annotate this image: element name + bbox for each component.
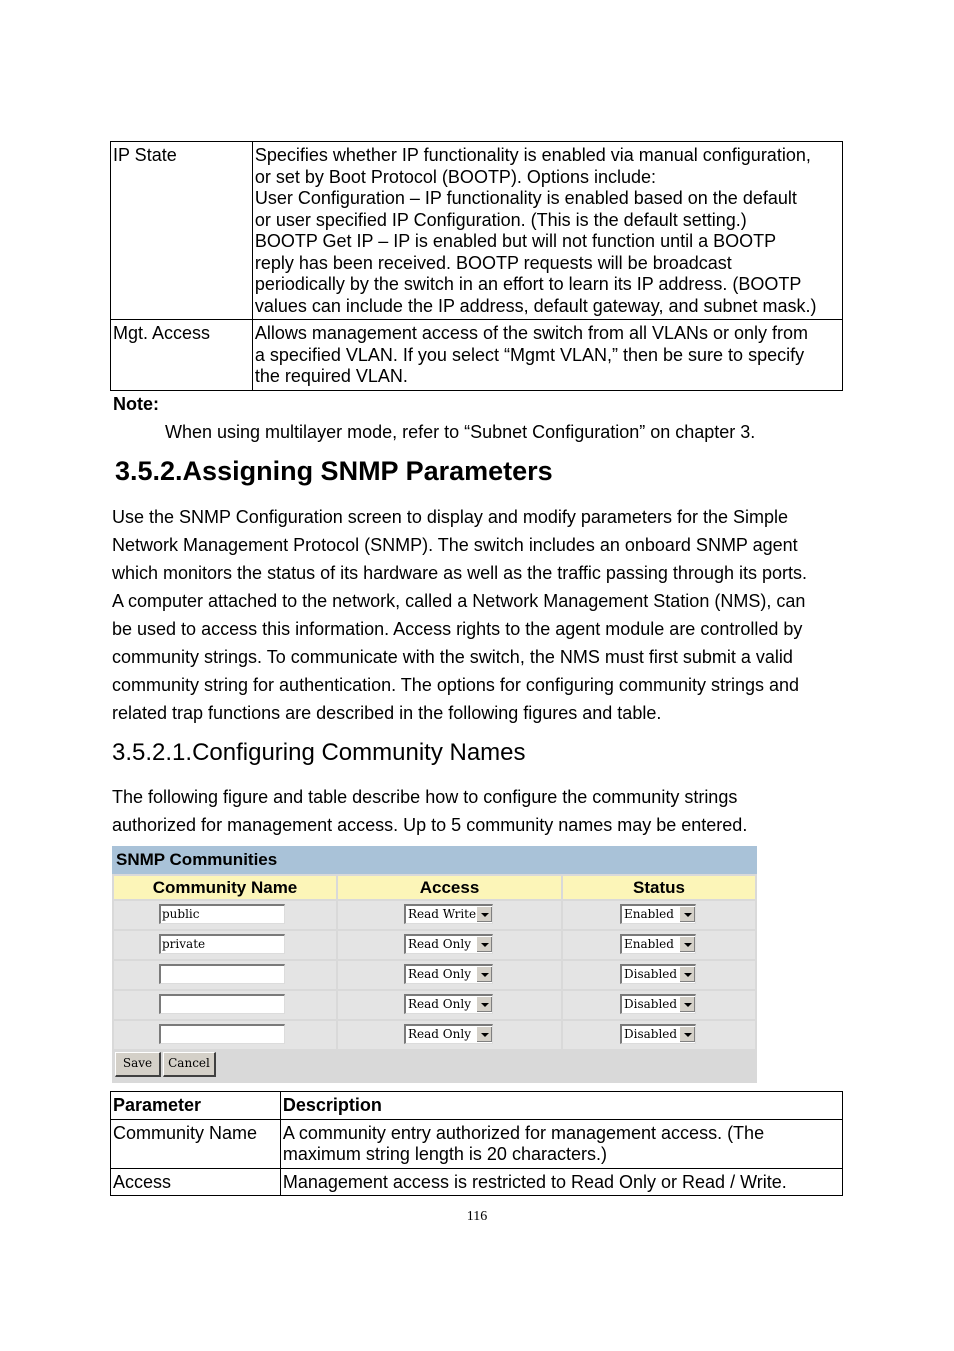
status-value: Disabled: [624, 997, 678, 1011]
param-community-name: Community Name: [111, 1119, 281, 1168]
desc-line: BOOTP Get IP – IP is enabled but will not function until a BOOTP: [254, 231, 777, 251]
chevron-down-icon[interactable]: [679, 966, 695, 982]
ip-settings-table: [110, 141, 843, 391]
status-cell: [563, 961, 755, 989]
header-status: Status: [563, 876, 755, 899]
community-name-input[interactable]: private: [159, 934, 285, 954]
paragraph-line: community strings. To communicate with the switch, the NMS must first submit a valid: [112, 647, 793, 667]
paragraph-line: Use the SNMP Configuration screen to display and modify parameters for the Simple: [112, 507, 788, 527]
chevron-down-icon[interactable]: [476, 906, 492, 922]
param-access: Access: [111, 1168, 281, 1196]
table-header-row: [111, 1092, 843, 1120]
community-name-input[interactable]: public: [159, 904, 285, 924]
access-select[interactable]: [404, 994, 493, 1014]
chevron-down-icon[interactable]: [476, 1026, 492, 1042]
desc-access: [280, 1168, 842, 1196]
status-select[interactable]: [620, 934, 696, 954]
paragraph-line: A computer attached to the network, called a Network Management Station (NMS), can: [112, 591, 806, 611]
desc-line: periodically by the switch in an effort to learn its IP address. (BOOTP: [254, 274, 802, 294]
community-name-input[interactable]: [159, 1024, 285, 1044]
paragraph-line: Network Management Protocol (SNMP). The switch includes an onboard SNMP agent: [112, 535, 798, 555]
chevron-down-icon[interactable]: [679, 996, 695, 1012]
page-number: 116: [466, 1209, 488, 1224]
table-row: [112, 1021, 757, 1049]
desc-line: maximum string length is 20 characters.): [282, 1144, 607, 1164]
table-row: [111, 142, 843, 320]
note-label: Note:: [113, 394, 159, 414]
desc-line: Management access is restricted to Read Only or Read / Write.: [282, 1171, 787, 1192]
community-param-table: [110, 1091, 843, 1196]
desc-line: A community entry authorized for management access. (The: [282, 1122, 765, 1143]
desc-line: Allows management access of the switch from all VLANs or only from: [254, 323, 809, 343]
access-select[interactable]: [404, 964, 493, 984]
desc-line: the required VLAN.: [254, 366, 408, 386]
status-value: Disabled: [624, 1027, 678, 1041]
desc-line: or user specified IP Configuration. (This is the default setting.): [254, 209, 747, 230]
access-cell: [338, 931, 561, 959]
subsection-paragraph: [112, 783, 842, 839]
desc-line: values can include the IP address, default gateway, and subnet mask.): [254, 295, 817, 316]
name-cell: [114, 1021, 336, 1049]
name-cell: [114, 961, 336, 989]
access-cell: [338, 901, 561, 929]
desc-ip-state: [252, 142, 842, 320]
section-heading: 3.5.2.Assigning SNMP Parameters: [115, 456, 553, 486]
desc-mgt-access: [252, 320, 842, 391]
status-cell: [563, 931, 755, 959]
access-select[interactable]: [404, 1024, 493, 1044]
note-text: When using multilayer mode, refer to “Subnet Configuration” on chapter 3.: [165, 422, 756, 442]
table-row: [111, 1119, 843, 1168]
name-cell: [114, 991, 336, 1019]
paragraph-line: which monitors the status of its hardware as well as the traffic passing through its ports.: [112, 563, 807, 583]
chevron-down-icon[interactable]: [679, 1026, 695, 1042]
paragraph-line: authorized for management access. Up to 5 community names may be entered.: [112, 815, 748, 835]
header-community-name: Community Name: [114, 876, 336, 899]
name-cell: [114, 931, 336, 959]
panel-title: SNMP Communities: [112, 846, 757, 874]
snmp-communities-panel: [112, 846, 757, 1083]
access-value: Read Write: [408, 907, 477, 921]
chevron-down-icon[interactable]: [679, 906, 695, 922]
section-paragraph: [112, 503, 842, 727]
chevron-down-icon[interactable]: [476, 936, 492, 952]
status-cell: [563, 1021, 755, 1049]
status-value: Enabled: [624, 907, 674, 921]
community-name-input[interactable]: [159, 994, 285, 1014]
param-ip-state: IP State: [111, 142, 253, 320]
table-row: [112, 961, 757, 989]
paragraph-line: The following figure and table describe how to configure the community strings: [112, 787, 738, 807]
access-cell: [338, 991, 561, 1019]
table-row: [112, 931, 757, 959]
header-parameter: Parameter: [111, 1092, 281, 1120]
table-row: [112, 991, 757, 1019]
status-select[interactable]: [620, 1024, 696, 1044]
access-cell: [338, 1021, 561, 1049]
header-description: Description: [280, 1092, 842, 1120]
status-select[interactable]: [620, 964, 696, 984]
chevron-down-icon[interactable]: [476, 966, 492, 982]
table-row: [111, 320, 843, 391]
save-button[interactable]: Save: [115, 1052, 161, 1077]
desc-community-name: [280, 1119, 842, 1168]
access-value: Read Only: [408, 997, 471, 1011]
paragraph-line: related trap functions are described in the following figures and table.: [112, 703, 662, 723]
desc-line: a specified VLAN. If you select “Mgmt VLAN,” then be sure to specify: [254, 344, 805, 365]
status-select[interactable]: [620, 904, 696, 924]
desc-line: User Configuration – IP functionality is enabled based on the default: [254, 188, 797, 208]
desc-line: Specifies whether IP functionality is enabled via manual configuration,: [254, 145, 811, 165]
access-select[interactable]: [404, 934, 493, 954]
header-access: Access: [338, 876, 561, 899]
status-select[interactable]: [620, 994, 696, 1014]
cancel-button[interactable]: Cancel: [163, 1052, 216, 1077]
paragraph-line: community string for authentication. The options for configuring community strings and: [112, 675, 800, 695]
status-value: Enabled: [624, 937, 674, 951]
access-value: Read Only: [408, 967, 471, 981]
access-value: Read Only: [408, 1027, 471, 1041]
access-cell: [338, 961, 561, 989]
subsection-heading: 3.5.2.1.Configuring Community Names: [112, 739, 526, 766]
status-cell: [563, 991, 755, 1019]
status-value: Disabled: [624, 967, 678, 981]
status-cell: [563, 901, 755, 929]
desc-line: or set by Boot Protocol (BOOTP). Options include:: [254, 166, 657, 187]
name-cell: [114, 901, 336, 929]
desc-line: reply has been received. BOOTP requests will be broadcast: [254, 252, 732, 273]
chevron-down-icon[interactable]: [476, 996, 492, 1012]
table-row: [111, 1168, 843, 1196]
access-select[interactable]: [404, 904, 493, 924]
param-mgt-access: Mgt. Access: [111, 320, 253, 391]
paragraph-line: be used to access this information. Access rights to the agent module are controlled by: [112, 619, 803, 639]
community-name-input[interactable]: [159, 964, 285, 984]
table-row: [112, 901, 757, 929]
chevron-down-icon[interactable]: [679, 936, 695, 952]
access-value: Read Only: [408, 937, 471, 951]
